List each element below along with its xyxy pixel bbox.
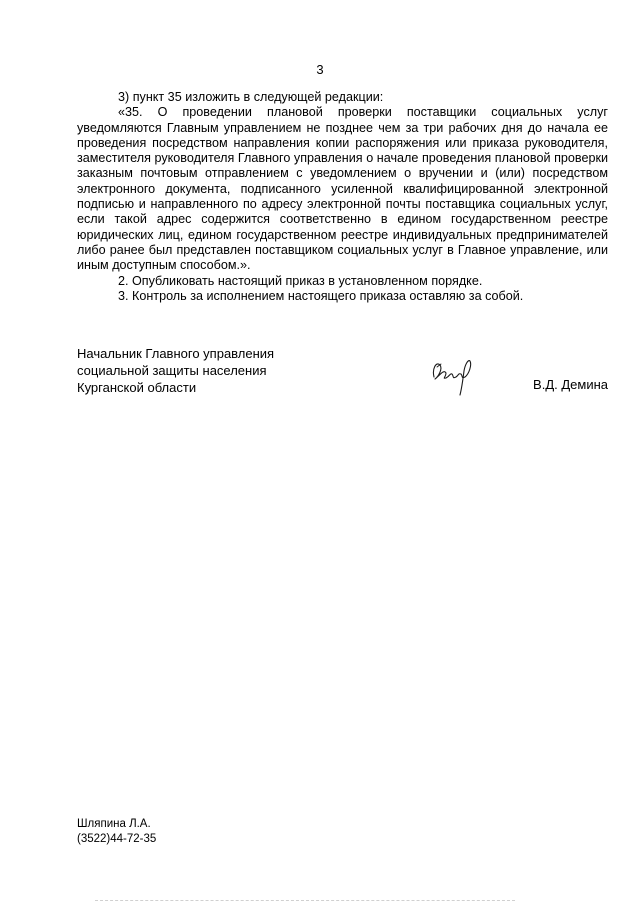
executor-phone: (3522)44-72-35 <box>77 833 157 845</box>
paragraph-publish: 2. Опубликовать настоящий приказ в установленном порядке. <box>118 273 483 288</box>
document-body <box>77 90 608 304</box>
scan-edge-divider <box>95 900 515 901</box>
page-number: 3 <box>316 62 324 77</box>
signatory-title-line: Курганской области <box>77 380 197 395</box>
paragraph-control: 3. Контроль за исполнением настоящего приказа оставляю за собой. <box>118 288 524 303</box>
handwritten-signature <box>428 355 476 399</box>
signatory-title <box>77 345 274 396</box>
signatory-title-line: Начальник Главного управления <box>77 346 275 361</box>
executor-info <box>77 817 156 847</box>
paragraph-item-3: 3) пункт 35 изложить в следующей редакции: <box>118 90 384 104</box>
signatory-title-line: социальной защиты населения <box>77 363 267 378</box>
executor-name: Шляпина Л.А. <box>77 818 151 830</box>
paragraph-point-35: «35. О проведении плановой проверки поставщики социальных услуг уведомляются Главным управлением не позднее чем за три рабочих дня до начала ее проведения посредством направления копии распоряжения или приказа руководителя, заместителя руководителя Главного управления о начале проведения плановой проверки заказным почтовым отправлением с уведомлением о вручении и (или) посредством электронного документа, подписанного усиленной квалифицированной электронной подписью и направленного по адресу электронной почты поставщика социальных услуг, если такой адрес содержится соответственно в едином государственном реестре юридических лиц, едином государственном реестре индивидуальных предпринимателей либо ранее был представлен поставщиком социальных услуг в Главное управление, или иным доступным способом.». <box>77 105 608 273</box>
signatory-name: В.Д. Демина <box>533 377 608 392</box>
